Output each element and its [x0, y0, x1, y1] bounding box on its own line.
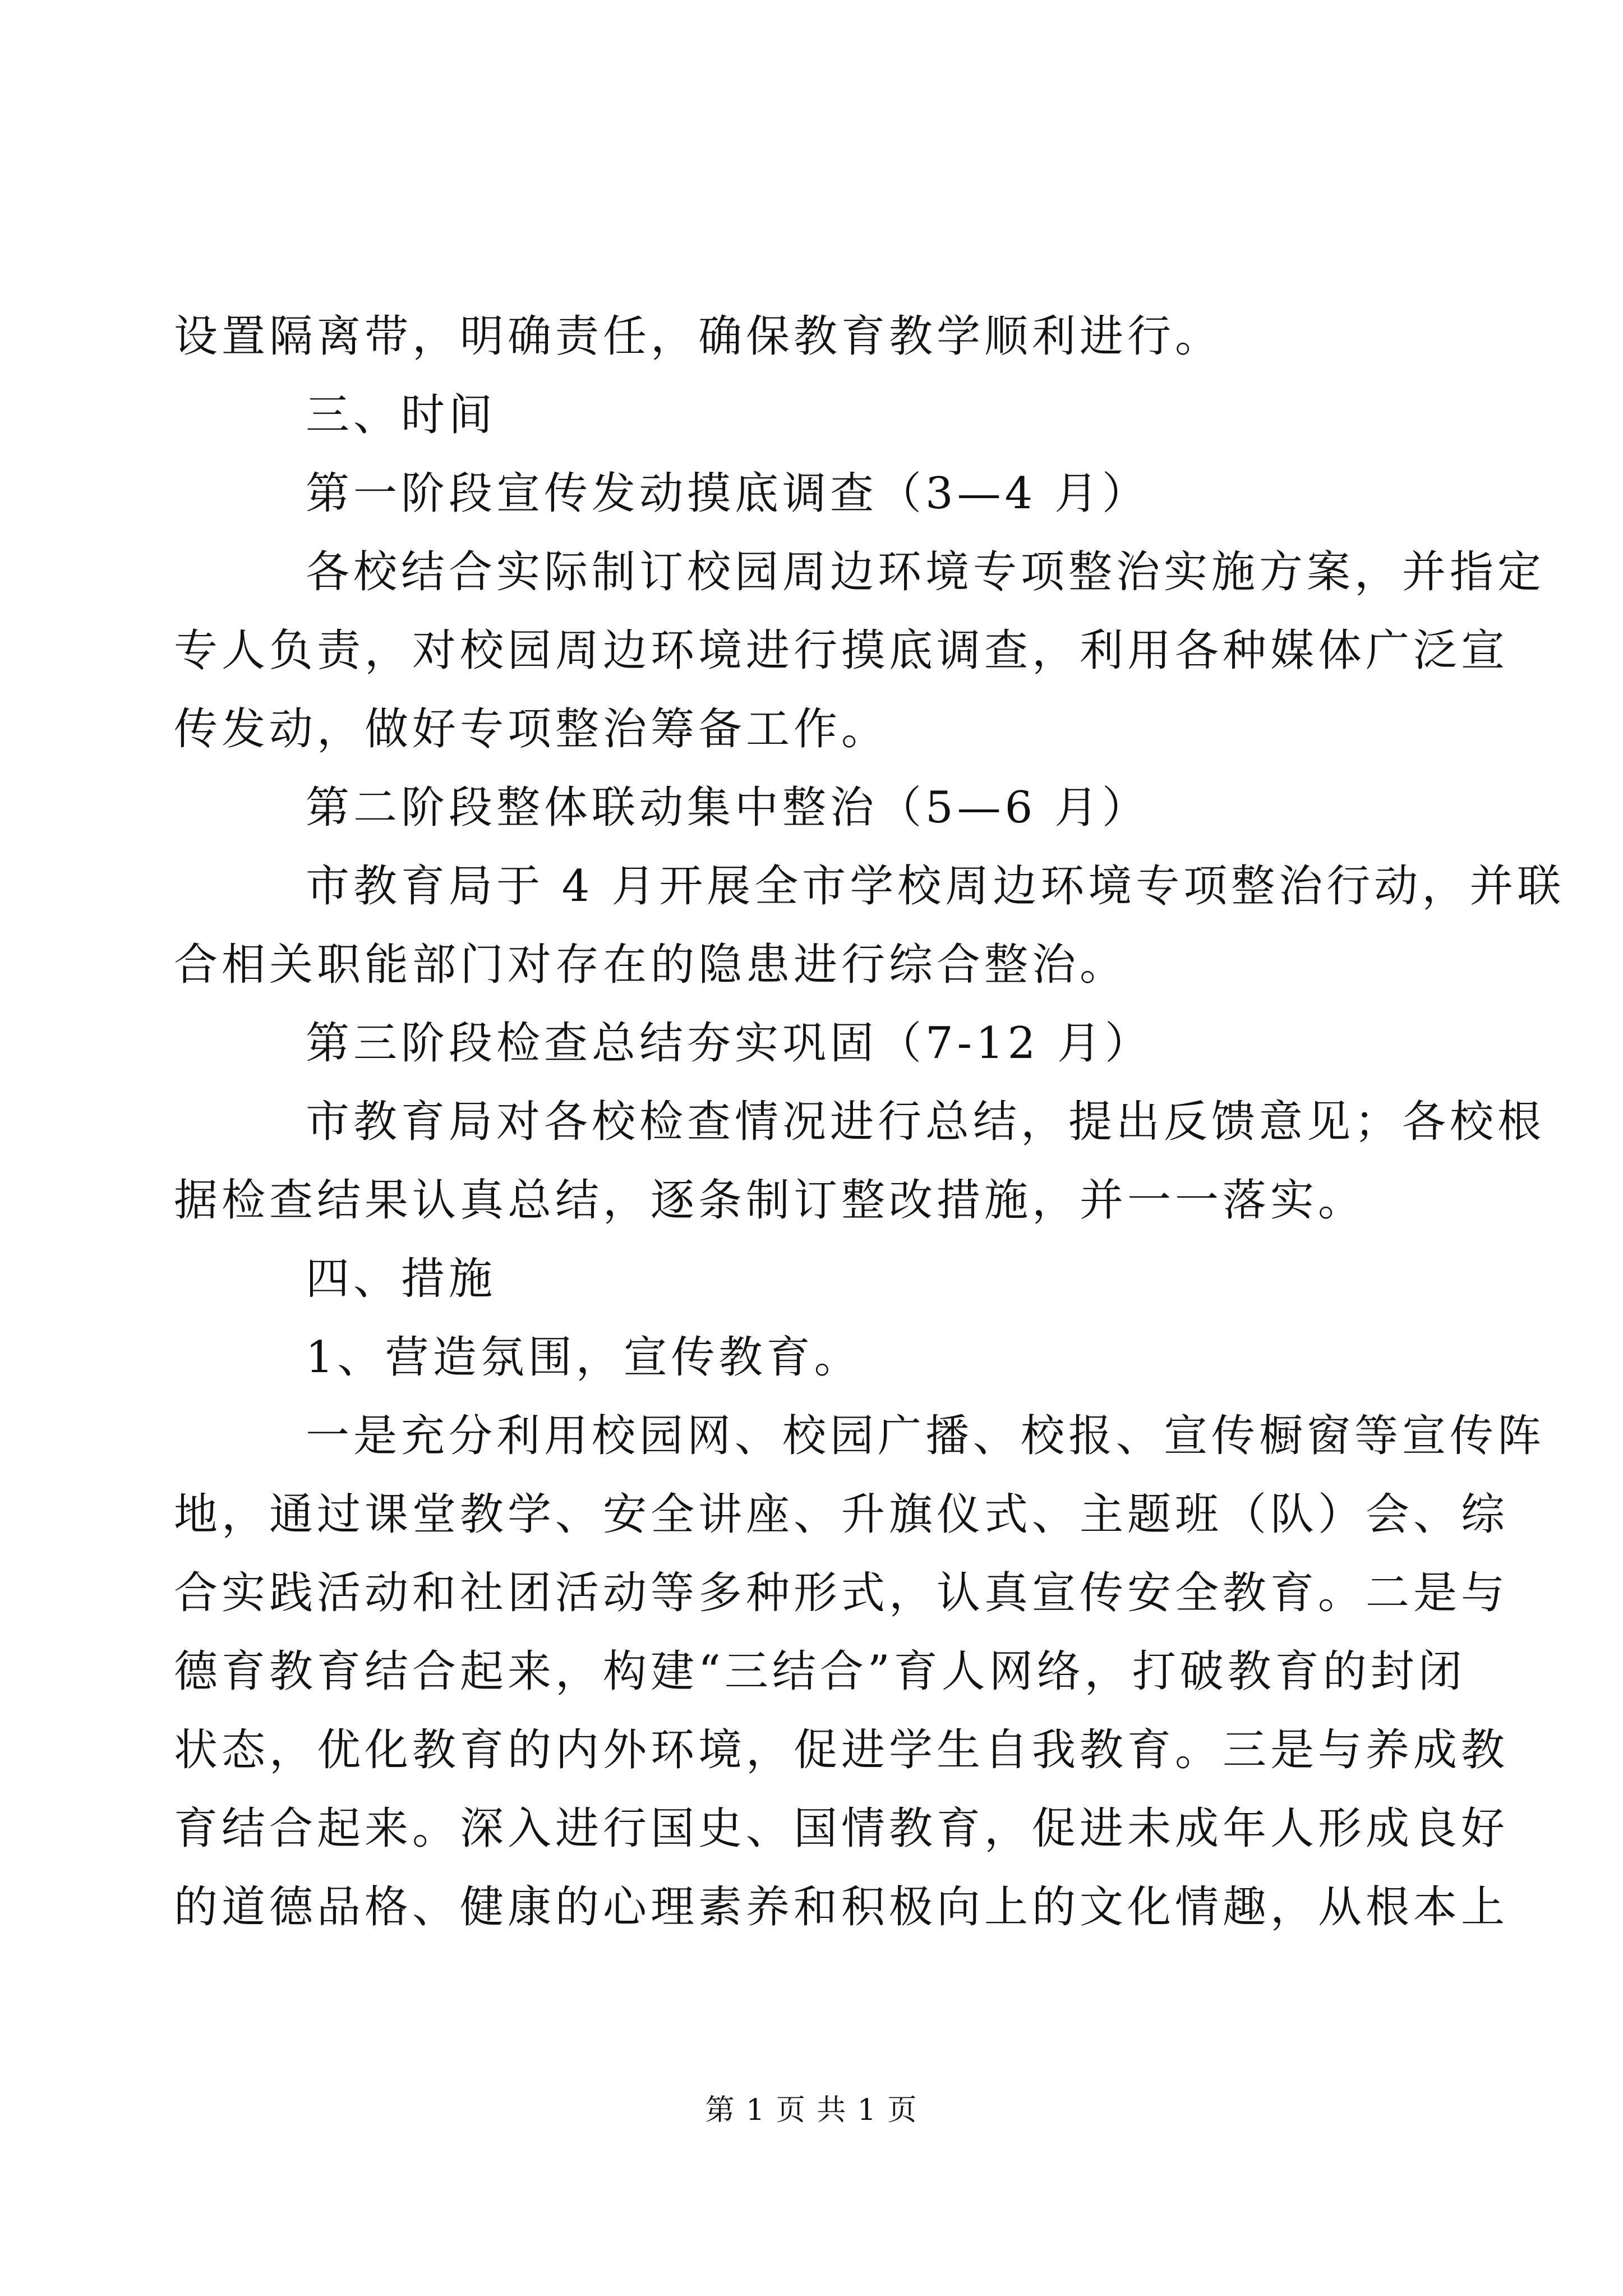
- text-line: 合实践活动和社团活动等多种形式，认真宣传安全教育。二是与: [174, 1568, 1509, 1618]
- text-line: 市教育局对各校检查情况进行总结，提出反馈意见；各校根: [306, 1097, 1546, 1147]
- section-heading: 四、措施: [306, 1254, 497, 1304]
- phase-heading: 第一阶段宣传发动摸底调查（3—4 月）: [306, 468, 1150, 519]
- text-line: 据检查结果认真总结，逐条制订整改措施，并一一落实。: [174, 1175, 1366, 1226]
- text-line: 市教育局于 4 月开展全市学校周边环境专项整治行动，并联: [306, 861, 1565, 912]
- text-line: 的道德品格、健康的心理素养和积极向上的文化情趣，从根本上: [174, 1882, 1509, 1932]
- phase-heading: 第二阶段整体联动集中整治（5—6 月）: [306, 783, 1150, 833]
- phase-heading: 第三阶段检查总结夯实巩固（7-12 月）: [306, 1018, 1153, 1069]
- page-footer: 第 1 页 共 1 页: [705, 2093, 918, 2127]
- text-line: 一是充分利用校园网、校园广播、校报、宣传橱窗等宣传阵: [306, 1411, 1546, 1461]
- text-line: 传发动，做好专项整治筹备工作。: [174, 704, 889, 754]
- text-line: 设置隔离带，明确责任，确保教育教学顺利进行。: [174, 311, 1223, 362]
- text-line: 育结合起来。深入进行国史、国情教育，促进未成年人形成良好: [174, 1803, 1509, 1854]
- text-line: 地，通过课堂教学、安全讲座、升旗仪式、主题班（队）会、综: [174, 1489, 1509, 1540]
- text-line: 合相关职能部门对存在的隐患进行综合整治。: [174, 940, 1128, 990]
- text-line: 状态，优化教育的内外环境，促进学生自我教育。三是与养成教: [174, 1725, 1509, 1775]
- text-line: 德育教育结合起来，构建“三结合”育人网络，打破教育的封闭: [174, 1646, 1466, 1697]
- text-line: 专人负责，对校园周边环境进行摸底调查，利用各种媒体广泛宣: [174, 625, 1509, 676]
- section-heading: 三、时间: [306, 390, 497, 440]
- subsection-heading: 1、营造氛围，宣传教育。: [306, 1332, 862, 1383]
- text-line: 各校结合实际制订校园周边环境专项整治实施方案，并指定: [306, 547, 1546, 597]
